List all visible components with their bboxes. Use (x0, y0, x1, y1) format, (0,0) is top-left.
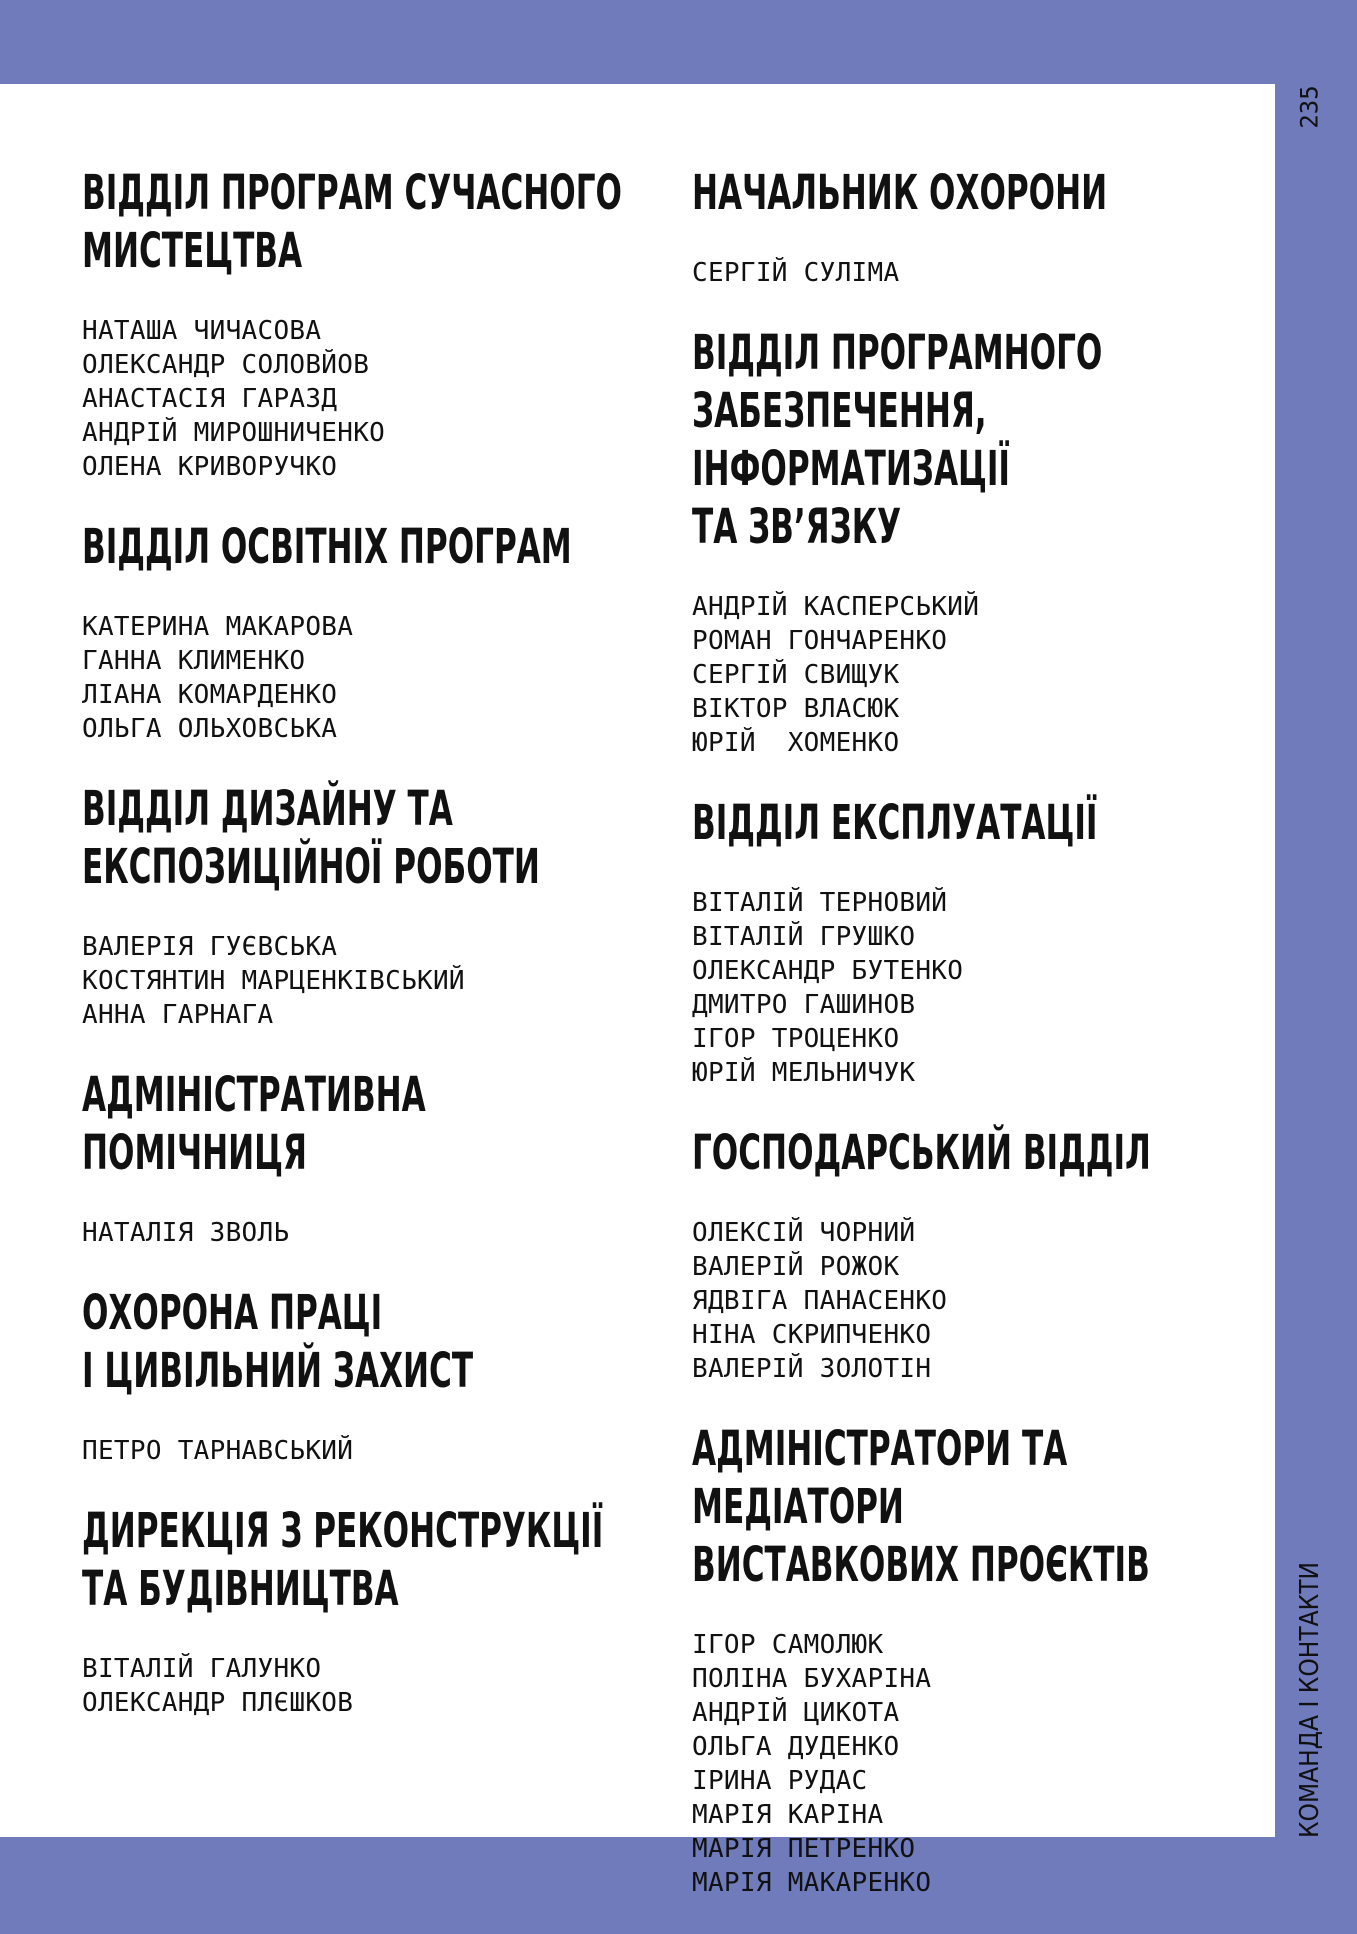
staff-name: АНДРІЙ МИРОШНИЧЕНКО (82, 418, 386, 448)
staff-name: СЕРГІЙ СВИЩУК (692, 660, 900, 690)
staff-name: ГАННА КЛИМЕНКО (82, 646, 306, 676)
right-column (692, 164, 1252, 1934)
staff-list (82, 610, 642, 746)
department-section (82, 518, 642, 746)
staff-name: ВІТАЛІЙ ГРУШКО (692, 922, 916, 952)
department-section (692, 1420, 1252, 1900)
department-section (82, 164, 642, 484)
staff-name: ОЛЕКСАНДР СОЛОВЙОВ (82, 350, 370, 380)
staff-list (692, 886, 1252, 1090)
staff-name: ВАЛЕРІЯ ГУЄВСЬКА (82, 932, 338, 962)
staff-name: ІГОР САМОЛЮК (692, 1630, 884, 1660)
department-section (692, 324, 1252, 760)
staff-name: ІРИНА РУДАС (692, 1766, 868, 1796)
staff-list (692, 1216, 1252, 1386)
staff-list (82, 314, 642, 484)
staff-name: ОЛЕКСАНДР БУТЕНКО (692, 956, 964, 986)
staff-list (82, 1216, 642, 1250)
staff-name: ПЕТРО ТАРНАВСЬКИЙ (82, 1436, 354, 1466)
staff-name: КАТЕРИНА МАКАРОВА (82, 612, 354, 642)
staff-name: ОЛЬГА ОЛЬХОВСЬКА (82, 714, 338, 744)
staff-list (692, 256, 1252, 290)
department-heading: ВІДДІЛ ПРОГРАМНОГО ЗАБЕЗПЕЧЕННЯ, ІНФОРМАТИЗАЦІЇ ТА ЗВ’ЯЗКУ (692, 325, 1103, 555)
page-sheet (0, 84, 1275, 1898)
staff-name: СЕРГІЙ СУЛІМА (692, 258, 900, 288)
staff-name: ОЛЕНА КРИВОРУЧКО (82, 452, 338, 482)
staff-name: АННА ГАРНАГА (82, 1000, 274, 1030)
department-heading: ОХОРОНА ПРАЦІ І ЦИВІЛЬНИЙ ЗАХИСТ (82, 1285, 474, 1399)
staff-name: ВАЛЕРІЙ ЗОЛОТІН (692, 1354, 932, 1384)
staff-list (692, 1628, 1252, 1900)
staff-name: ВІТАЛІЙ ТЕРНОВИЙ (692, 888, 948, 918)
staff-name: МАРІЯ МАКАРЕНКО (692, 1868, 932, 1898)
page-number-text: 235 (1296, 85, 1325, 129)
staff-list (82, 1434, 642, 1468)
department-section (82, 1502, 642, 1720)
department-heading: ВІДДІЛ ЕКСПЛУАТАЦІЇ (692, 795, 1098, 851)
department-heading: ВІДДІЛ ПРОГРАМ СУЧАСНОГО МИСТЕЦТВА (82, 165, 622, 279)
staff-name: ПОЛІНА БУХАРІНА (692, 1664, 932, 1694)
staff-name: ІГОР ТРОЦЕНКО (692, 1024, 900, 1054)
department-heading: ВІДДІЛ ОСВІТНІХ ПРОГРАМ (82, 519, 572, 575)
left-column (82, 164, 642, 1754)
staff-name: ОЛЕКСАНДР ПЛЄШКОВ (82, 1688, 354, 1718)
staff-name: ВІКТОР ВЛАСЮК (692, 694, 900, 724)
staff-name: ЛІАНА КОМАРДЕНКО (82, 680, 338, 710)
department-heading: АДМІНІСТРАТОРИ ТА МЕДІАТОРИ ВИСТАВКОВИХ ПРОЄКТІВ (692, 1421, 1150, 1593)
staff-name: ОЛЬГА ДУДЕНКО (692, 1732, 900, 1762)
staff-name: АНДРІЙ ЦИКОТА (692, 1698, 900, 1728)
department-section (692, 794, 1252, 1090)
department-heading: НАЧАЛЬНИК ОХОРОНИ (692, 165, 1108, 221)
staff-name: ВІТАЛІЙ ГАЛУНКО (82, 1654, 322, 1684)
staff-name: МАРІЯ КАРІНА (692, 1800, 884, 1830)
staff-list (82, 930, 642, 1032)
page-number (1290, 82, 1330, 132)
staff-name: ЮРІЙ ХОМЕНКО (692, 728, 900, 758)
department-section (82, 1284, 642, 1468)
department-heading: ГОСПОДАРСЬКИЙ ВІДДІЛ (692, 1125, 1151, 1181)
staff-list (82, 1652, 642, 1720)
staff-name: РОМАН ГОНЧАРЕНКО (692, 626, 948, 656)
staff-list (692, 590, 1252, 760)
staff-name: АНДРІЙ КАСПЕРСЬКИЙ (692, 592, 980, 622)
staff-name: КОСТЯНТИН МАРЦЕНКІВСЬКИЙ (82, 966, 465, 996)
staff-name: НАТАЛІЯ ЗВОЛЬ (82, 1218, 290, 1248)
staff-name: ДМИТРО ГАШИНОВ (692, 990, 916, 1020)
department-section (82, 1066, 642, 1250)
department-section (692, 164, 1252, 290)
staff-name: ОЛЕКСІЙ ЧОРНИЙ (692, 1218, 916, 1248)
staff-name: НІНА СКРИПЧЕНКО (692, 1320, 932, 1350)
staff-name: МАРІЯ ПЕТРЕНКО (692, 1834, 916, 1864)
side-label (1290, 1560, 1330, 1840)
staff-name: ВАЛЕРІЙ РОЖОК (692, 1252, 900, 1282)
staff-name: НАТАША ЧИЧАСОВА (82, 316, 322, 346)
department-heading: АДМІНІСТРАТИВНА ПОМІЧНИЦЯ (82, 1067, 426, 1181)
staff-name: ЯДВІГА ПАНАСЕНКО (692, 1286, 948, 1316)
staff-name: АНАСТАСІЯ ГАРАЗД (82, 384, 338, 414)
department-section (82, 780, 642, 1032)
staff-name: ЮРІЙ МЕЛЬНИЧУК (692, 1058, 916, 1088)
side-label-text: КОМАНДА І КОНТАКТИ (1295, 1561, 1325, 1839)
department-section (692, 1124, 1252, 1386)
department-heading: ВІДДІЛ ДИЗАЙНУ ТА ЕКСПОЗИЦІЙНОЇ РОБОТИ (82, 781, 540, 895)
department-heading: ДИРЕКЦІЯ З РЕКОНСТРУКЦІЇ ТА БУДІВНИЦТВА (82, 1503, 604, 1617)
